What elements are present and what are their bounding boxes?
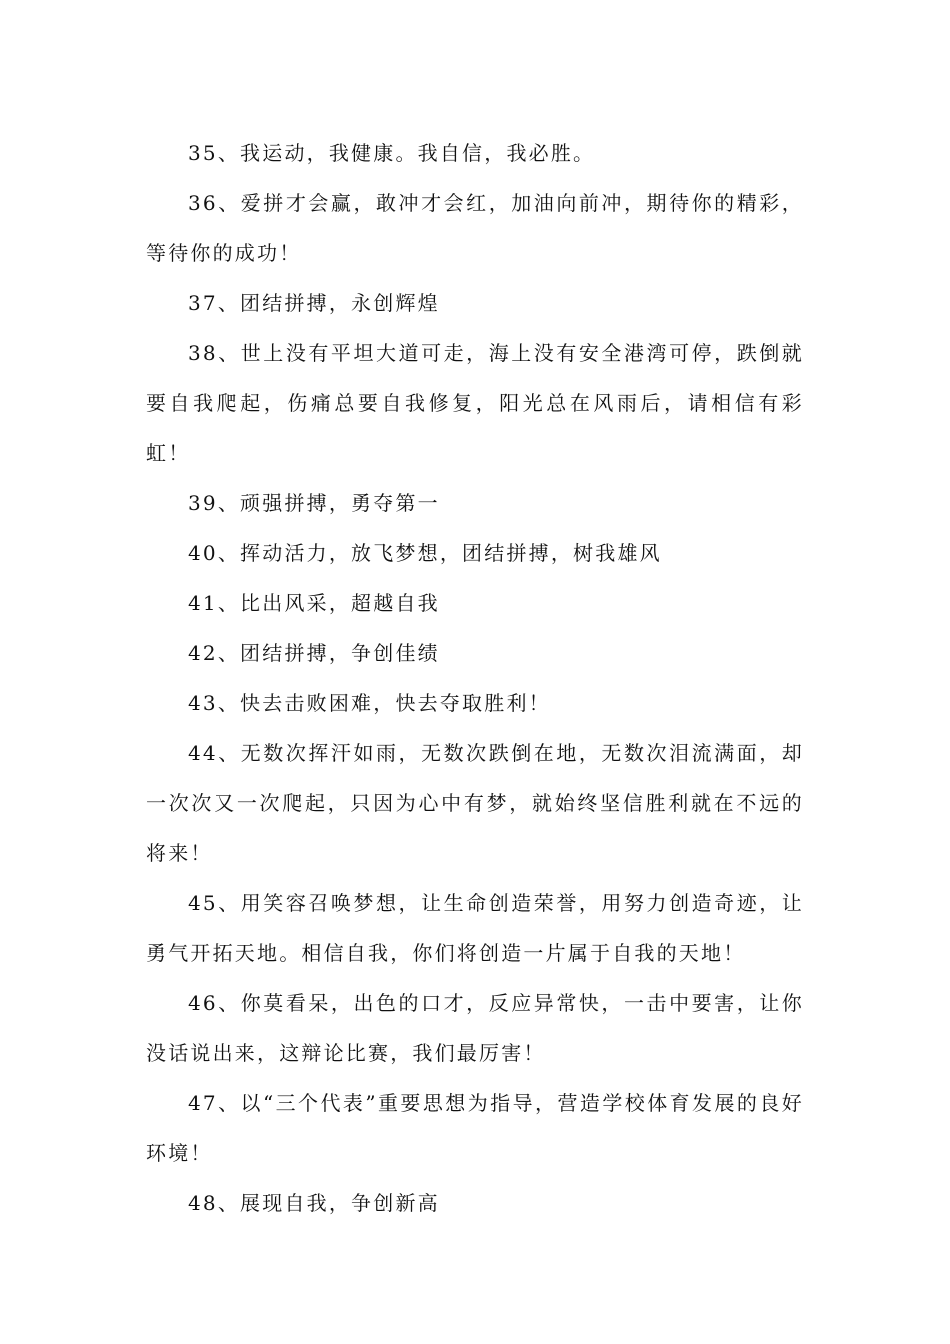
- document-body: [146, 128, 804, 1228]
- paragraph-43: 43、快去击败困难，快去夺取胜利！: [188, 691, 551, 715]
- paragraph-44: 44、无数次挥汗如雨，无数次跌倒在地，无数次泪流满面，却一次次又一次爬起，只因为心中有梦，就始终坚信胜利就在不远的将来！: [146, 741, 804, 865]
- paragraph-37: 37、团结拼搏，永创辉煌: [188, 291, 440, 315]
- paragraph-45: 45、用笑容召唤梦想，让生命创造荣誉，用努力创造奇迹，让勇气开拓天地。相信自我，你们将创造一片属于自我的天地！: [146, 891, 804, 965]
- paragraph-48: 48、展现自我，争创新高: [188, 1191, 440, 1215]
- paragraph-46: 46、你莫看呆，出色的口才，反应异常快，一击中要害，让你没话说出来，这辩论比赛，我们最厉害！: [146, 991, 804, 1065]
- paragraph-41: 41、比出风采，超越自我: [188, 591, 440, 615]
- paragraph-38: 38、世上没有平坦大道可走，海上没有安全港湾可停，跌倒就要自我爬起，伤痛总要自我修复，阳光总在风雨后，请相信有彩虹！: [146, 341, 804, 465]
- paragraph-42: 42、团结拼搏，争创佳绩: [188, 641, 440, 665]
- paragraph-47: 47、以“三个代表”重要思想为指导，营造学校体育发展的良好环境！: [146, 1091, 804, 1165]
- paragraph-40: 40、挥动活力，放飞梦想，团结拼搏，树我雄风: [188, 541, 662, 565]
- paragraph-36: 36、爱拼才会赢，敢冲才会红，加油向前冲，期待你的精彩，等待你的成功！: [146, 191, 804, 265]
- paragraph-35: 35、我运动，我健康。我自信，我必胜。: [188, 141, 596, 165]
- paragraph-39: 39、顽强拼搏，勇夺第一: [188, 491, 440, 515]
